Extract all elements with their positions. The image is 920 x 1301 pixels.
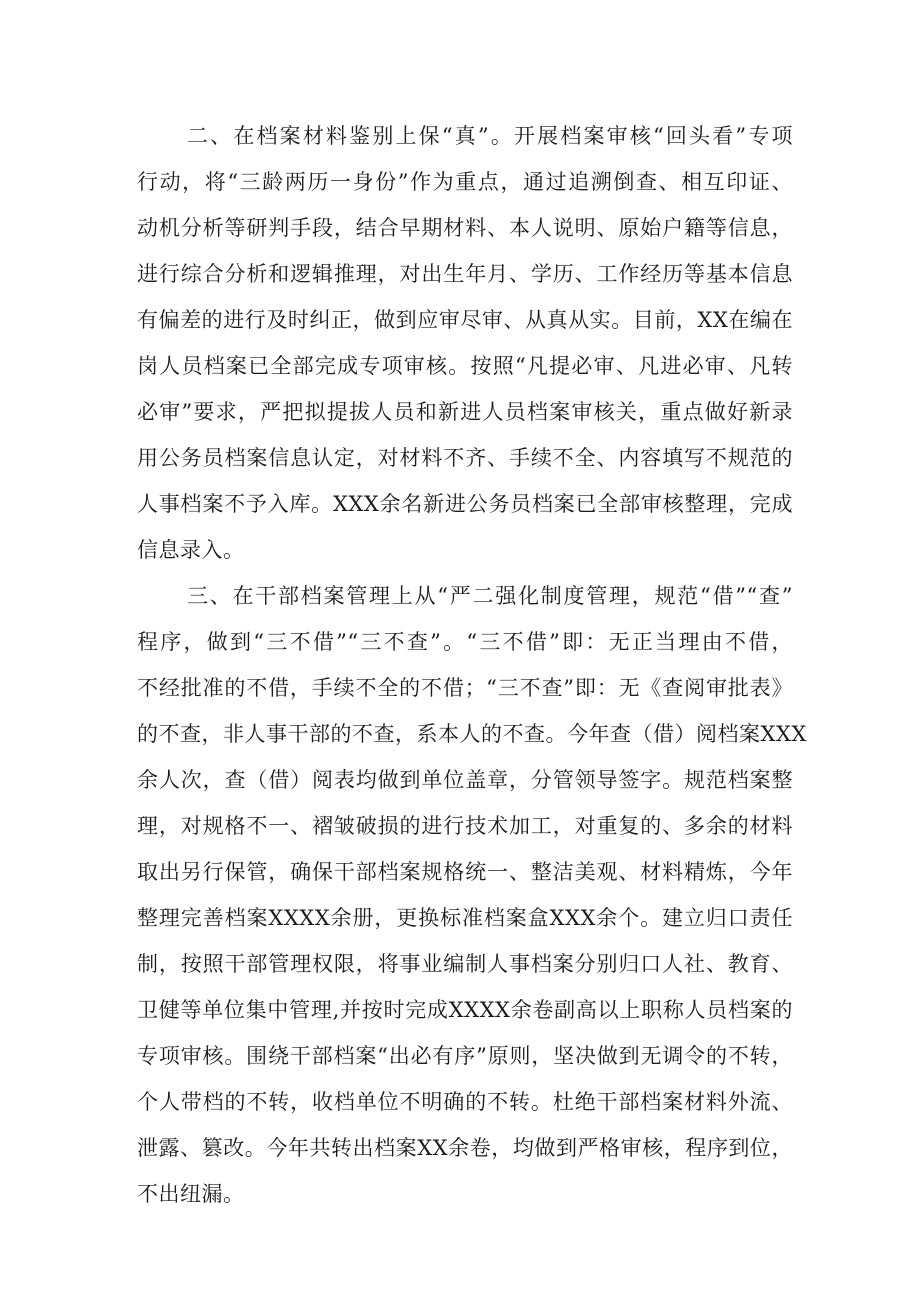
paragraph-line: 专项审核。围绕干部档案“出必有序”原则，坚决做到无调令的不转， bbox=[137, 1044, 793, 1068]
paragraph-line: 理，对规格不一、褶皱破损的进行技术加工，对重复的、多余的材料 bbox=[137, 814, 793, 838]
paragraph-line: 卫健等单位集中管理,并按时完成XXXX余卷副高以上职称人员档案的 bbox=[137, 998, 793, 1022]
paragraph-line: 三、在干部档案管理上从“严二强化制度管理，规范“借”“查” bbox=[187, 584, 793, 608]
paragraph-line: 制，按照干部管理权限，将事业编制人事档案分别归口人社、教育、 bbox=[137, 952, 793, 976]
paragraph-line: 的不查，非人事干部的不查，系本人的不查。今年查（借）阅档案XXX bbox=[137, 722, 807, 746]
paragraph-line: 个人带档的不转，收档单位不明确的不转。杜绝干部档案材料外流、 bbox=[137, 1090, 793, 1114]
paragraph-archive-authenticity bbox=[137, 113, 793, 573]
paragraph-line: 信息录入。 bbox=[137, 538, 245, 562]
paragraph-archive-management bbox=[137, 573, 807, 1217]
paragraph-line: 动机分析等研判手段，结合早期材料、本人说明、原始户籍等信息， bbox=[137, 216, 793, 240]
paragraph-line: 进行综合分析和逻辑推理，对出生年月、学历、工作经历等基本信息 bbox=[137, 262, 793, 286]
paragraph-line: 岗人员档案已全部完成专项审核。按照“凡提必审、凡进必审、凡转 bbox=[137, 354, 793, 378]
paragraph-line: 二、在档案材料鉴别上保“真”。开展档案审核“回头看”专项 bbox=[187, 124, 793, 148]
paragraph-line: 余人次，查（借）阅表均做到单位盖章，分管领导签字。规范档案整 bbox=[137, 768, 793, 792]
paragraph-line: 用公务员档案信息认定，对材料不齐、手续不全、内容填写不规范的 bbox=[137, 446, 793, 470]
paragraph-line: 程序，做到“三不借”“三不查”。“三不借”即：无正当理由不借， bbox=[137, 630, 793, 654]
paragraph-line: 有偏差的进行及时纠正，做到应审尽审、从真从实。目前，XX在编在 bbox=[137, 308, 793, 332]
paragraph-line: 必审”要求，严把拟提拔人员和新进人员档案审核关，重点做好新录 bbox=[137, 400, 793, 424]
paragraph-line: 泄露、篡改。今年共转出档案XX余卷，均做到严格审核，程序到位， bbox=[137, 1136, 793, 1160]
paragraph-line: 整理完善档案XXXX余册，更换标准档案盒XXX余个。建立归口责任 bbox=[137, 906, 793, 930]
paragraph-line: 行动，将“三龄两历一身份”作为重点，通过追溯倒查、相互印证、 bbox=[137, 170, 793, 194]
document-body bbox=[137, 113, 807, 1217]
paragraph-line: 取出另行保管，确保干部档案规格统一、整洁美观、材料精炼，今年 bbox=[137, 860, 793, 884]
paragraph-line: 人事档案不予入库。XXX余名新进公务员档案已全部审核整理，完成 bbox=[137, 492, 793, 516]
paragraph-line: 不出纽漏。 bbox=[137, 1182, 245, 1206]
paragraph-line: 不经批准的不借，手续不全的不借；“三不查”即：无《查阅审批表》 bbox=[137, 676, 793, 700]
